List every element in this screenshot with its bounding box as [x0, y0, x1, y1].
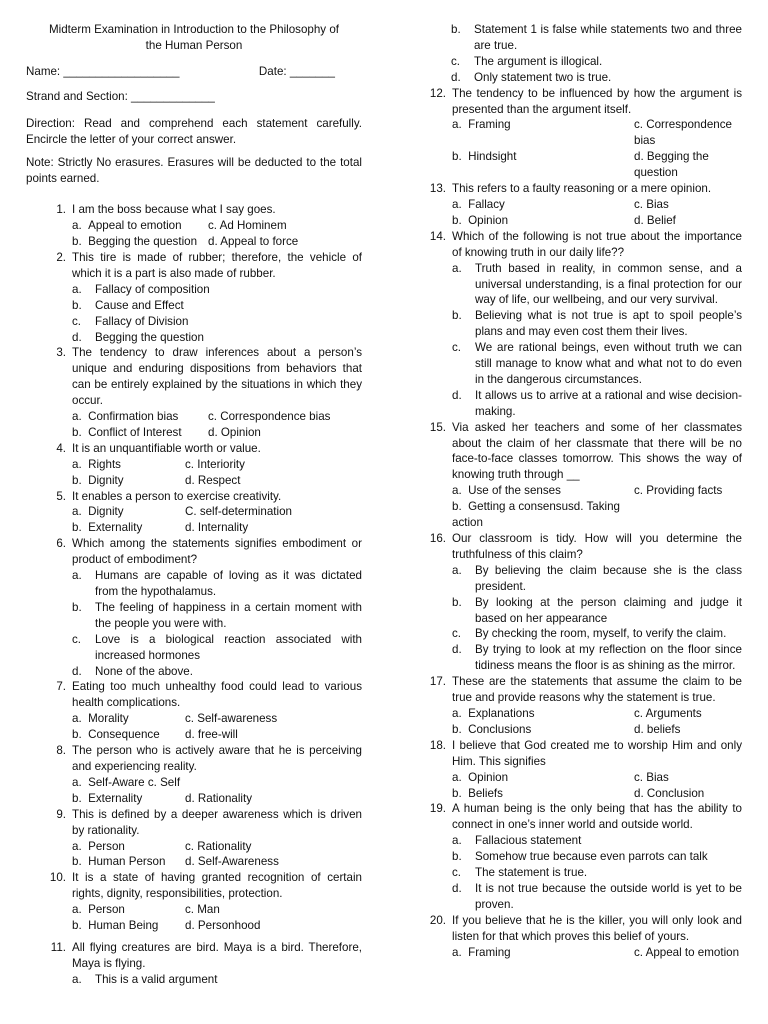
title-line-1: Midterm Examination in Introduction to the Philosophy of	[49, 23, 339, 36]
question-text: It enables a person to exercise creativity.	[72, 489, 282, 503]
choice-text: The statement is true.	[475, 866, 588, 880]
choice-grid	[452, 706, 742, 738]
choice-letter: d.	[452, 388, 462, 402]
answer-choice: c. Bias	[634, 770, 669, 784]
answer-choice: d. Rationality	[185, 791, 253, 805]
question-17	[428, 674, 742, 738]
answer-choice	[72, 298, 362, 314]
answer-choice: d. Internality	[185, 521, 249, 535]
choice-grid	[72, 775, 362, 807]
question-text: Via asked her teachers and some of her classmates about the claim of her classmate that there will be no face-to-face classes tomorrow. This shows the way of knowing truth through __	[452, 420, 742, 482]
question-number: 19.	[429, 802, 446, 816]
choice-letter: a.	[452, 834, 462, 848]
question-text: It is an unquantifiable worth or value.	[72, 441, 261, 455]
question-text: The person who is actively aware that he is perceiving and experiencing reality.	[72, 744, 362, 773]
answer-choice: b. Human Person	[72, 855, 166, 869]
answer-choice	[72, 330, 362, 346]
answer-choice	[452, 642, 742, 674]
choice-text: We are rational beings, even without truth we can still manage to know what and what not to do even in the dangerous circumstances.	[475, 341, 742, 386]
choice-list	[72, 972, 362, 988]
answer-choice	[452, 865, 742, 881]
question-text: I believe that God created me to worship Him and only Him. This signifies	[452, 738, 742, 768]
choice-text: It is not true because the outside world is yet to be proven.	[475, 881, 742, 911]
choice-text: Fallacy of Division	[95, 314, 189, 328]
choice-letter: b.	[72, 600, 82, 614]
answer-choice: b. Beliefs	[452, 786, 503, 800]
choice-text: By looking at the person claiming and judge it based on her appearance	[475, 595, 742, 625]
answer-choice	[452, 388, 742, 420]
answer-choice: d. Belief	[634, 213, 676, 227]
note-text: Note: Strictly No erasures. Erasures will be deducted to the total points earned.	[26, 156, 362, 186]
choice-letter: a.	[72, 282, 82, 296]
answer-choice	[634, 499, 742, 531]
choice-list	[452, 833, 742, 913]
question-number: 5.	[56, 489, 66, 503]
choice-letter: d.	[452, 643, 462, 657]
answer-choice: a. Framing	[452, 118, 511, 132]
answer-choice	[72, 664, 362, 680]
question-text: It is a state of having granted recognition of certain rights, dignity, responsibilities, protection.	[72, 871, 362, 901]
answer-choice: c. Ad Hominem	[208, 219, 287, 233]
answer-choice: c. Interiority	[185, 457, 245, 471]
choice-text: Truth based in reality, in common sense, and a universal understanding, is a final protection for our way of life, our wellbeing, and our very survival.	[475, 261, 742, 307]
answer-choice	[452, 849, 742, 865]
question-11	[26, 940, 362, 988]
answer-choice	[72, 314, 362, 330]
answer-choice	[452, 340, 742, 388]
choice-letter: b.	[451, 23, 461, 36]
question-text: A human being is the only being that has the ability to connect in one’s inner world and outside world.	[452, 802, 742, 832]
answer-choice: a. Appeal to emotion	[72, 219, 182, 233]
choice-text: Fallacy of composition	[95, 282, 210, 296]
question-text: This refers to a faulty reasoning or a mere opinion.	[452, 182, 712, 196]
choice-grid	[452, 117, 742, 181]
answer-choice: b. Conclusions	[452, 722, 532, 736]
choice-list	[72, 282, 362, 346]
date-field: Date: _______	[258, 64, 335, 78]
question-text: Our classroom is tidy. How will you determine the truthfulness of this claim?	[452, 532, 742, 561]
answer-choice: b. Getting a consensusd. Taking action	[452, 500, 621, 530]
answer-choice	[185, 775, 362, 791]
answer-choice: a. Framing	[452, 945, 511, 959]
answer-choice: c. Self-awareness	[185, 712, 278, 726]
choice-letter: b.	[72, 298, 82, 312]
choice-text: By checking the room, myself, to verify the claim.	[475, 627, 727, 641]
choice-grid	[452, 945, 742, 961]
question-8	[26, 743, 362, 807]
answer-choice: b. Externality	[72, 791, 143, 805]
answer-choice	[452, 563, 742, 595]
answer-choice: d. Conclusion	[634, 786, 705, 800]
question-15	[428, 420, 742, 531]
answer-choice: d. Opinion	[208, 425, 261, 439]
choice-text: Begging the question	[95, 330, 204, 344]
choice-text: By trying to look at my reflection on the floor since tidiness means the floor is as shining as the mirror.	[475, 643, 742, 673]
answer-choice: d. Appeal to force	[208, 235, 299, 249]
name-date-row	[26, 64, 362, 80]
right-column	[428, 22, 742, 960]
question-number: 13.	[429, 182, 446, 196]
answer-choice: b. Conflict of Interest	[72, 425, 182, 439]
choice-list	[452, 261, 742, 420]
question-text: The tendency to be influenced by how the argument is presented than the argument itself.	[452, 86, 742, 116]
choice-grid	[72, 409, 362, 441]
answer-choice: c. Appeal to emotion	[634, 945, 740, 959]
choice-letter: d.	[72, 664, 82, 678]
question-12	[428, 86, 742, 181]
question-14	[428, 229, 742, 420]
answer-choice	[72, 600, 362, 632]
choice-grid	[72, 218, 362, 250]
answer-choice	[452, 595, 742, 627]
question-number: 10.	[49, 871, 66, 885]
answer-choice: C. self-determination	[185, 505, 292, 519]
answer-choice: c. Arguments	[634, 706, 702, 720]
answer-choice	[452, 833, 742, 849]
answer-choice: a. Fallacy	[452, 197, 505, 211]
question-number: 15.	[429, 420, 446, 434]
answer-choice: d. beliefs	[634, 722, 681, 736]
answer-choice: d. Begging the question	[634, 150, 709, 180]
question-number: 18.	[429, 738, 446, 752]
question-number: 20.	[429, 913, 446, 927]
choice-letter: d.	[452, 881, 462, 895]
question-18	[428, 738, 742, 802]
choice-text: The feeling of happiness in a certain moment with the people you were with.	[95, 600, 362, 630]
question-6	[26, 536, 362, 679]
choice-text: Fallacious statement	[475, 834, 582, 848]
answer-choice	[451, 22, 742, 54]
answer-choice: d. Respect	[185, 473, 241, 487]
question-13	[428, 181, 742, 229]
choice-grid	[72, 457, 362, 489]
question-20	[428, 913, 742, 961]
question-2	[26, 250, 362, 345]
title-line-2: the Human Person	[145, 38, 243, 52]
answer-choice	[72, 282, 362, 298]
answer-choice	[451, 70, 742, 86]
question-19	[428, 801, 742, 912]
choice-text: Love is a biological reaction associated with increased hormones	[95, 632, 362, 662]
choice-letter: b.	[452, 850, 462, 864]
choice-letter: d.	[72, 330, 82, 344]
question-number: 4.	[56, 441, 66, 455]
choice-text: This is a valid argument	[95, 972, 218, 986]
answer-choice: b. Hindsight	[452, 150, 517, 164]
answer-choice: b. Consequence	[72, 728, 160, 742]
question-text: The tendency to draw inferences about a person’s unique and enduring dispositions from behaviors that can be entirely explained by the situations in which they occur.	[72, 346, 362, 408]
answer-choice: b. Dignity	[72, 473, 124, 487]
answer-choice: a. Use of the senses	[452, 484, 561, 498]
choice-text: Statement 1 is false while statements two and three are true.	[474, 23, 742, 52]
question-16	[428, 531, 742, 674]
question-text: Which among the statements signifies embodiment or product of embodiment?	[72, 537, 362, 567]
question-5	[26, 489, 362, 537]
answer-choice: a. Explanations	[452, 706, 535, 720]
answer-choice: a. Dignity	[72, 505, 124, 519]
answer-choice: a. Morality	[72, 712, 129, 726]
choice-letter: a.	[452, 261, 462, 275]
question-number: 16.	[429, 532, 446, 545]
choice-list	[72, 568, 362, 679]
choice-grid	[72, 839, 362, 871]
choice-letter: b.	[452, 595, 462, 609]
question-10	[26, 870, 362, 934]
question-text: This tire is made of rubber; therefore, the vehicle of which it is a part is also made of rubber.	[72, 250, 362, 280]
choice-letter: c.	[451, 54, 461, 68]
question-number: 2.	[56, 250, 66, 264]
answer-choice: a. Confirmation bias	[72, 410, 179, 424]
question-text: These are the statements that assume the claim to be true and provide reasons why the statement is true.	[452, 675, 742, 705]
question-7	[26, 679, 362, 743]
answer-choice: d. free-will	[185, 728, 238, 742]
answer-choice: c. Correspondence bias	[634, 118, 732, 148]
strand-section-field: Strand and Section: _____________	[26, 89, 215, 103]
question-text: If you believe that he is the killer, you will only look and listen for that which proves this belief of yours.	[452, 913, 742, 943]
choice-grid	[452, 770, 742, 802]
answer-choice: b. Externality	[72, 521, 143, 535]
choice-text: The argument is illogical.	[474, 54, 603, 68]
choice-text: Cause and Effect	[95, 298, 184, 312]
answer-choice: c. Providing facts	[634, 484, 723, 498]
question-number: 12.	[429, 86, 446, 100]
choice-text: Humans are capable of loving as it was dictated from the hypothalamus.	[95, 569, 362, 598]
choice-letter: d.	[451, 70, 461, 84]
question-text: Eating too much unhealthy food could lead to various health complications.	[72, 680, 362, 710]
answer-choice: a. Person	[72, 839, 125, 853]
choice-text: Only statement two is true.	[474, 70, 612, 84]
choice-letter: b.	[452, 309, 462, 323]
answer-choice: c. Man	[185, 903, 220, 917]
answer-choice: d. Self-Awareness	[185, 855, 279, 869]
answer-choice: c. Correspondence bias	[208, 410, 331, 424]
question-number: 6.	[56, 537, 66, 551]
choice-list	[452, 563, 742, 674]
answer-choice: a. Person	[72, 903, 125, 917]
question-number: 7.	[56, 680, 66, 694]
question-number: 1.	[56, 203, 66, 217]
answer-choice	[452, 308, 742, 340]
answer-choice	[72, 972, 362, 988]
answer-choice: a. Rights	[72, 457, 121, 471]
exam-title	[26, 22, 362, 54]
choice-text: None of the above.	[95, 664, 193, 678]
question-number: 17.	[429, 675, 446, 689]
answer-choice: d. Personhood	[185, 919, 261, 933]
choice-grid	[72, 711, 362, 743]
answer-choice: c. Rationality	[185, 839, 252, 853]
question-3	[26, 345, 362, 440]
question-list-left	[26, 202, 362, 987]
answer-choice	[452, 626, 742, 642]
answer-choice: b. Begging the question	[72, 235, 198, 249]
question-11-continued-choices	[428, 22, 742, 86]
choice-letter: a.	[452, 563, 462, 577]
question-number: 14.	[429, 229, 446, 243]
question-text: All flying creatures are bird. Maya is a bird. Therefore, Maya is flying.	[72, 940, 362, 970]
choice-grid	[452, 483, 742, 531]
choice-letter: a.	[72, 569, 82, 583]
question-number: 11.	[50, 940, 66, 954]
question-1	[26, 202, 362, 250]
choice-letter: c.	[452, 866, 462, 880]
question-number: 8.	[56, 744, 66, 758]
answer-choice: a. Self-Aware c. Self	[72, 775, 181, 789]
left-column	[26, 22, 362, 988]
choice-text: It allows us to arrive at a rational and wise decision-making.	[475, 388, 742, 418]
question-text: I am the boss because what I say goes.	[72, 203, 276, 217]
answer-choice	[451, 54, 742, 70]
answer-choice	[452, 881, 742, 913]
choice-grid	[72, 902, 362, 934]
answer-choice	[452, 261, 742, 309]
question-text: This is defined by a deeper awareness which is driven by rationality.	[72, 807, 362, 837]
choice-letter: c.	[72, 314, 82, 328]
choice-grid	[452, 197, 742, 229]
direction-text: Direction: Read and comprehend each statement carefully. Encircle the letter of your correct answer.	[26, 116, 362, 146]
question-text: Which of the following is not true about the importance of knowing truth in our daily life??	[452, 229, 742, 259]
choice-letter: c.	[452, 341, 462, 355]
name-field: Name: __________________	[26, 64, 180, 78]
question-number: 3.	[56, 346, 66, 360]
answer-choice	[72, 568, 362, 600]
choice-letter: c.	[452, 627, 462, 641]
choice-letter: c.	[72, 632, 82, 646]
choice-text: By believing the claim because she is the class president.	[475, 563, 742, 593]
answer-choice: c. Bias	[634, 197, 669, 211]
answer-choice	[72, 632, 362, 664]
question-4	[26, 441, 362, 489]
choice-text: Somehow true because even parrots can talk	[475, 850, 708, 864]
choice-grid	[72, 504, 362, 536]
question-list-right	[428, 86, 742, 961]
question-number: 9.	[56, 807, 66, 821]
answer-choice: b. Human Being	[72, 919, 159, 933]
choice-text: Believing what is not true is apt to spoil people’s plans and may even cost them their lives.	[475, 309, 742, 339]
choice-letter: a.	[72, 972, 82, 986]
answer-choice: b. Opinion	[452, 213, 509, 227]
answer-choice: a. Opinion	[452, 770, 509, 784]
question-9	[26, 807, 362, 871]
